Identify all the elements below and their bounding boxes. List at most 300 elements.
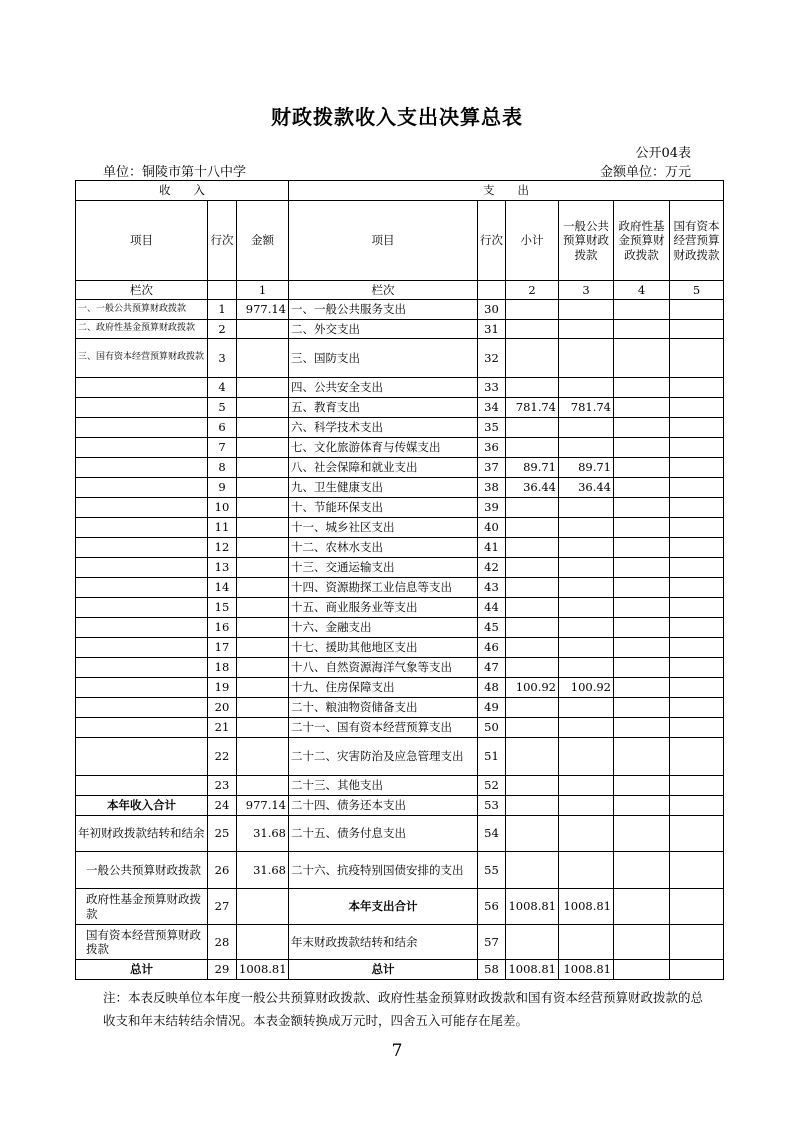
income-item-cell <box>76 598 208 618</box>
income-item-cell <box>76 718 208 738</box>
gov-fund-cell <box>614 718 670 738</box>
income-row-number-cell: 6 <box>208 418 237 438</box>
table-row <box>76 796 724 816</box>
general-budget-cell: 781.74 <box>559 398 614 418</box>
income-item-cell: 年初财政拨款结转和结余 <box>76 816 208 852</box>
gov-fund-cell <box>614 558 670 578</box>
table-row <box>76 320 724 339</box>
general-budget-cell <box>559 378 614 398</box>
table-row <box>76 852 724 889</box>
income-item-cell <box>76 418 208 438</box>
subtotal-cell <box>506 300 559 320</box>
table-row <box>76 776 724 796</box>
subtotal-cell <box>506 638 559 658</box>
income-row-number-cell: 28 <box>208 925 237 960</box>
gov-fund-cell <box>614 578 670 598</box>
state-capital-cell <box>670 658 724 678</box>
table-row <box>76 925 724 960</box>
income-item-cell <box>76 538 208 558</box>
subtotal-cell: 1008.81 <box>506 889 559 925</box>
col-number-4: 4 <box>614 281 670 300</box>
subtotal-cell <box>506 925 559 960</box>
expense-row-number-cell: 31 <box>478 320 506 339</box>
expense-row-number-cell: 35 <box>478 418 506 438</box>
general-budget-cell <box>559 320 614 339</box>
table-row <box>76 478 724 498</box>
table-row <box>76 458 724 478</box>
expense-row-number-cell: 47 <box>478 658 506 678</box>
income-item-cell <box>76 578 208 598</box>
gov-fund-cell <box>614 678 670 698</box>
state-capital-cell <box>670 698 724 718</box>
income-item-cell <box>76 378 208 398</box>
empty-cell <box>478 281 506 300</box>
state-capital-cell <box>670 925 724 960</box>
col-number-2: 2 <box>506 281 559 300</box>
general-budget-cell <box>559 698 614 718</box>
gov-fund-cell <box>614 816 670 852</box>
table-row <box>76 438 724 458</box>
state-capital-cell <box>670 598 724 618</box>
income-row-number-cell: 20 <box>208 698 237 718</box>
general-budget-cell <box>559 418 614 438</box>
income-item-cell: 三、国有资本经营预算财政拨款 <box>76 339 208 378</box>
gov-fund-cell <box>614 776 670 796</box>
income-row-number-cell: 3 <box>208 339 237 378</box>
expense-header: 支 出 <box>289 181 724 201</box>
gov-fund-cell <box>614 738 670 776</box>
form-code: 公开04表 <box>635 146 691 161</box>
subtotal-cell: 1008.81 <box>506 960 559 980</box>
subtotal-cell <box>506 598 559 618</box>
expense-item-cell: 二十六、抗疫特别国债安排的支出 <box>289 852 478 889</box>
income-row-number-cell: 7 <box>208 438 237 458</box>
table-row <box>76 300 724 320</box>
col-number-1: 1 <box>237 281 289 300</box>
income-amount-cell <box>237 478 289 498</box>
income-row-number-cell: 10 <box>208 498 237 518</box>
header-item-expense: 项目 <box>289 201 478 281</box>
table-row <box>76 960 724 980</box>
state-capital-cell <box>670 638 724 658</box>
state-capital-cell <box>670 738 724 776</box>
subtotal-cell: 89.71 <box>506 458 559 478</box>
income-amount-cell <box>237 378 289 398</box>
gov-fund-cell <box>614 538 670 558</box>
state-capital-cell <box>670 816 724 852</box>
expense-item-cell: 十九、住房保障支出 <box>289 678 478 698</box>
expense-row-number-cell: 56 <box>478 889 506 925</box>
income-item-cell <box>76 658 208 678</box>
expense-row-number-cell: 41 <box>478 538 506 558</box>
expense-item-cell: 八、社会保障和就业支出 <box>289 458 478 478</box>
income-row-number-cell: 15 <box>208 598 237 618</box>
expense-item-cell: 二十五、债务付息支出 <box>289 816 478 852</box>
income-amount-cell <box>237 498 289 518</box>
income-row-number-cell: 18 <box>208 658 237 678</box>
income-row-number-cell: 13 <box>208 558 237 578</box>
gov-fund-cell <box>614 960 670 980</box>
income-amount-cell <box>237 678 289 698</box>
general-budget-cell <box>559 816 614 852</box>
table-row <box>76 578 724 598</box>
subtotal-cell <box>506 438 559 458</box>
table-row <box>76 816 724 852</box>
expense-row-number-cell: 33 <box>478 378 506 398</box>
state-capital-cell <box>670 438 724 458</box>
income-item-cell <box>76 558 208 578</box>
income-item-cell <box>76 518 208 538</box>
gov-fund-cell <box>614 438 670 458</box>
general-budget-cell: 1008.81 <box>559 960 614 980</box>
state-capital-cell <box>670 339 724 378</box>
income-amount-cell <box>237 638 289 658</box>
income-row-number-cell: 4 <box>208 378 237 398</box>
gov-fund-cell <box>614 698 670 718</box>
income-item-cell: 本年收入合计 <box>76 796 208 816</box>
income-row-number-cell: 25 <box>208 816 237 852</box>
income-row-number-cell: 1 <box>208 300 237 320</box>
general-budget-cell: 89.71 <box>559 458 614 478</box>
expense-item-cell: 总计 <box>289 960 478 980</box>
table-row <box>76 658 724 678</box>
income-amount-cell <box>237 889 289 925</box>
expense-row-number-cell: 38 <box>478 478 506 498</box>
expense-item-cell: 二十一、国有资本经营预算支出 <box>289 718 478 738</box>
expense-row-number-cell: 55 <box>478 852 506 889</box>
general-budget-cell <box>559 796 614 816</box>
income-item-cell <box>76 638 208 658</box>
table-row <box>76 678 724 698</box>
expense-item-cell: 一、一般公共服务支出 <box>289 300 478 320</box>
gov-fund-cell <box>614 478 670 498</box>
empty-cell <box>208 281 237 300</box>
general-budget-cell: 100.92 <box>559 678 614 698</box>
expense-row-number-cell: 34 <box>478 398 506 418</box>
income-item-cell <box>76 498 208 518</box>
subtotal-cell <box>506 498 559 518</box>
expense-item-cell: 二十、粮油物资储备支出 <box>289 698 478 718</box>
income-row-number-cell: 9 <box>208 478 237 498</box>
state-capital-cell <box>670 578 724 598</box>
col-number-3: 3 <box>559 281 614 300</box>
state-capital-cell <box>670 558 724 578</box>
general-budget-cell <box>559 925 614 960</box>
income-row-number-cell: 26 <box>208 852 237 889</box>
expense-item-cell: 四、公共安全支出 <box>289 378 478 398</box>
expense-row-number-cell: 57 <box>478 925 506 960</box>
income-amount-cell <box>237 339 289 378</box>
subtotal-cell <box>506 558 559 578</box>
state-capital-cell <box>670 300 724 320</box>
general-budget-cell <box>559 718 614 738</box>
income-item-cell <box>76 478 208 498</box>
expense-row-number-cell: 52 <box>478 776 506 796</box>
expense-row-number-cell: 50 <box>478 718 506 738</box>
state-capital-cell <box>670 518 724 538</box>
header-row-no: 行次 <box>208 201 237 281</box>
expense-row-number-cell: 58 <box>478 960 506 980</box>
expense-item-cell: 七、文化旅游体育与传媒支出 <box>289 438 478 458</box>
money-unit-label: 金额单位：万元 <box>599 165 691 180</box>
income-amount-cell <box>237 458 289 478</box>
subtotal-cell: 100.92 <box>506 678 559 698</box>
expense-item-cell: 年末财政拨款结转和结余 <box>289 925 478 960</box>
income-item-cell <box>76 438 208 458</box>
income-amount-cell: 31.68 <box>237 852 289 889</box>
income-row-number-cell: 19 <box>208 678 237 698</box>
col-number-5: 5 <box>670 281 724 300</box>
state-capital-cell <box>670 498 724 518</box>
income-amount-cell <box>237 578 289 598</box>
footnote: 注：本表反映单位本年度一般公共预算财政拨款、政府性基金预算财政拨款和国有资本经营预算财政拨款的总收支和年末结转结余情况。本表金额转换成万元时，四舍五入可能存在尾差。 <box>103 990 704 1028</box>
expense-item-cell: 九、卫生健康支出 <box>289 478 478 498</box>
table-row <box>76 618 724 638</box>
income-amount-cell <box>237 398 289 418</box>
subtotal-cell <box>506 796 559 816</box>
gov-fund-cell <box>614 300 670 320</box>
expense-row-number-cell: 54 <box>478 816 506 852</box>
expense-item-cell: 二、外交支出 <box>289 320 478 339</box>
subtotal-cell <box>506 339 559 378</box>
general-budget-cell <box>559 852 614 889</box>
state-capital-cell <box>670 678 724 698</box>
state-capital-cell <box>670 889 724 925</box>
table-row <box>76 498 724 518</box>
state-capital-cell <box>670 320 724 339</box>
subtotal-cell: 36.44 <box>506 478 559 498</box>
gov-fund-cell <box>614 320 670 339</box>
header-subtotal: 小计 <box>506 201 559 281</box>
header-item: 项目 <box>76 201 208 281</box>
expense-row-number-cell: 36 <box>478 438 506 458</box>
income-amount-cell <box>237 718 289 738</box>
table-row <box>76 558 724 578</box>
income-amount-cell <box>237 418 289 438</box>
income-amount-cell: 977.14 <box>237 300 289 320</box>
table-row <box>76 598 724 618</box>
report-title: 财政拨款收入支出决算总表 <box>271 105 523 129</box>
table-row <box>76 538 724 558</box>
expense-row-number-cell: 46 <box>478 638 506 658</box>
expense-row-number-cell: 44 <box>478 598 506 618</box>
gov-fund-cell <box>614 598 670 618</box>
header-gov-fund: 政府性基金预算财政拨款 <box>614 201 670 281</box>
expense-item-cell: 三、国防支出 <box>289 339 478 378</box>
expense-item-cell: 本年支出合计 <box>289 889 478 925</box>
income-row-number-cell: 17 <box>208 638 237 658</box>
income-amount-cell <box>237 438 289 458</box>
table-body <box>76 300 724 980</box>
subtotal-cell <box>506 718 559 738</box>
income-item-cell: 二、政府性基金预算财政拨款 <box>76 320 208 339</box>
expense-row-number-cell: 37 <box>478 458 506 478</box>
subtotal-cell <box>506 658 559 678</box>
general-budget-cell <box>559 558 614 578</box>
subtotal-cell <box>506 320 559 339</box>
gov-fund-cell <box>614 339 670 378</box>
gov-fund-cell <box>614 378 670 398</box>
income-row-number-cell: 5 <box>208 398 237 418</box>
income-amount-cell <box>237 518 289 538</box>
subtotal-cell <box>506 578 559 598</box>
income-item-cell <box>76 458 208 478</box>
expense-item-cell: 十二、农林水支出 <box>289 538 478 558</box>
table-row <box>76 418 724 438</box>
state-capital-cell <box>670 418 724 438</box>
header-amount: 金额 <box>237 201 289 281</box>
income-amount-cell <box>237 776 289 796</box>
income-row-number-cell: 24 <box>208 796 237 816</box>
income-amount-cell <box>237 738 289 776</box>
general-budget-cell <box>559 598 614 618</box>
general-budget-cell <box>559 618 614 638</box>
general-budget-cell: 36.44 <box>559 478 614 498</box>
gov-fund-cell <box>614 418 670 438</box>
budget-summary-table <box>75 180 724 980</box>
expense-item-cell: 十、节能环保支出 <box>289 498 478 518</box>
income-item-cell: 国有资本经营预算财政拨款 <box>76 925 208 960</box>
expense-item-cell: 十三、交通运输支出 <box>289 558 478 578</box>
gov-fund-cell <box>614 852 670 889</box>
income-item-cell: 总计 <box>76 960 208 980</box>
expense-row-number-cell: 53 <box>478 796 506 816</box>
col-label-expense: 栏次 <box>289 281 478 300</box>
expense-item-cell: 五、教育支出 <box>289 398 478 418</box>
header-general-budget: 一般公共预算财政拨款 <box>559 201 614 281</box>
general-budget-cell <box>559 438 614 458</box>
income-item-cell <box>76 398 208 418</box>
expense-row-number-cell: 40 <box>478 518 506 538</box>
expense-item-cell: 十六、金融支出 <box>289 618 478 638</box>
table-row <box>76 638 724 658</box>
subtotal-cell <box>506 738 559 776</box>
income-row-number-cell: 12 <box>208 538 237 558</box>
table-row <box>76 718 724 738</box>
income-amount-cell: 1008.81 <box>237 960 289 980</box>
subtotal-cell <box>506 378 559 398</box>
income-item-cell <box>76 698 208 718</box>
income-item-cell <box>76 776 208 796</box>
state-capital-cell <box>670 378 724 398</box>
state-capital-cell <box>670 960 724 980</box>
expense-row-number-cell: 49 <box>478 698 506 718</box>
income-row-number-cell: 16 <box>208 618 237 638</box>
income-row-number-cell: 8 <box>208 458 237 478</box>
income-amount-cell <box>237 598 289 618</box>
gov-fund-cell <box>614 925 670 960</box>
income-row-number-cell: 23 <box>208 776 237 796</box>
expense-item-cell: 六、科学技术支出 <box>289 418 478 438</box>
table-row <box>76 339 724 378</box>
subtotal-cell <box>506 418 559 438</box>
general-budget-cell <box>559 538 614 558</box>
subtotal-cell <box>506 538 559 558</box>
gov-fund-cell <box>614 658 670 678</box>
table-row <box>76 738 724 776</box>
income-amount-cell <box>237 320 289 339</box>
table-row <box>76 698 724 718</box>
expense-item-cell: 十八、自然资源海洋气象等支出 <box>289 658 478 678</box>
income-row-number-cell: 2 <box>208 320 237 339</box>
subtotal-cell: 781.74 <box>506 398 559 418</box>
income-row-number-cell: 11 <box>208 518 237 538</box>
table-row <box>76 518 724 538</box>
state-capital-cell <box>670 796 724 816</box>
table-row <box>76 398 724 418</box>
income-amount-cell <box>237 658 289 678</box>
general-budget-cell: 1008.81 <box>559 889 614 925</box>
gov-fund-cell <box>614 889 670 925</box>
state-capital-cell <box>670 458 724 478</box>
unit-label: 单位：铜陵市第十八中学 <box>103 165 247 180</box>
expense-row-number-cell: 51 <box>478 738 506 776</box>
page-number: 7 <box>391 1041 403 1061</box>
income-row-number-cell: 22 <box>208 738 237 776</box>
income-item-cell <box>76 678 208 698</box>
income-item-cell: 一、一般公共预算财政拨款 <box>76 300 208 320</box>
income-header: 收 入 <box>76 181 289 201</box>
gov-fund-cell <box>614 638 670 658</box>
income-row-number-cell: 29 <box>208 960 237 980</box>
subtotal-cell <box>506 618 559 638</box>
income-row-number-cell: 21 <box>208 718 237 738</box>
income-amount-cell <box>237 698 289 718</box>
gov-fund-cell <box>614 498 670 518</box>
expense-row-number-cell: 43 <box>478 578 506 598</box>
state-capital-cell <box>670 478 724 498</box>
table-row <box>76 378 724 398</box>
expense-item-cell: 十五、商业服务业等支出 <box>289 598 478 618</box>
expense-row-number-cell: 39 <box>478 498 506 518</box>
income-amount-cell: 31.68 <box>237 816 289 852</box>
general-budget-cell <box>559 498 614 518</box>
income-item-cell <box>76 738 208 776</box>
table-row <box>76 889 724 925</box>
expense-item-cell: 二十二、灾害防治及应急管理支出 <box>289 738 478 776</box>
general-budget-cell <box>559 578 614 598</box>
subtotal-cell <box>506 518 559 538</box>
expense-item-cell: 十七、援助其他地区支出 <box>289 638 478 658</box>
general-budget-cell <box>559 339 614 378</box>
income-amount-cell <box>237 618 289 638</box>
gov-fund-cell <box>614 796 670 816</box>
state-capital-cell <box>670 718 724 738</box>
subtotal-cell <box>506 698 559 718</box>
income-amount-cell <box>237 925 289 960</box>
general-budget-cell <box>559 638 614 658</box>
expense-row-number-cell: 42 <box>478 558 506 578</box>
general-budget-cell <box>559 658 614 678</box>
expense-row-number-cell: 30 <box>478 300 506 320</box>
expense-item-cell: 十四、资源勘探工业信息等支出 <box>289 578 478 598</box>
income-item-cell: 政府性基金预算财政拨款 <box>76 889 208 925</box>
gov-fund-cell <box>614 618 670 638</box>
general-budget-cell <box>559 300 614 320</box>
general-budget-cell <box>559 776 614 796</box>
state-capital-cell <box>670 776 724 796</box>
header-row-no-expense: 行次 <box>478 201 506 281</box>
expense-row-number-cell: 32 <box>478 339 506 378</box>
expense-item-cell: 十一、城乡社区支出 <box>289 518 478 538</box>
header-state-capital: 国有资本经营预算财政拨款 <box>670 201 724 281</box>
general-budget-cell <box>559 738 614 776</box>
income-amount-cell: 977.14 <box>237 796 289 816</box>
income-amount-cell <box>237 538 289 558</box>
general-budget-cell <box>559 518 614 538</box>
state-capital-cell <box>670 852 724 889</box>
expense-item-cell: 二十四、债务还本支出 <box>289 796 478 816</box>
